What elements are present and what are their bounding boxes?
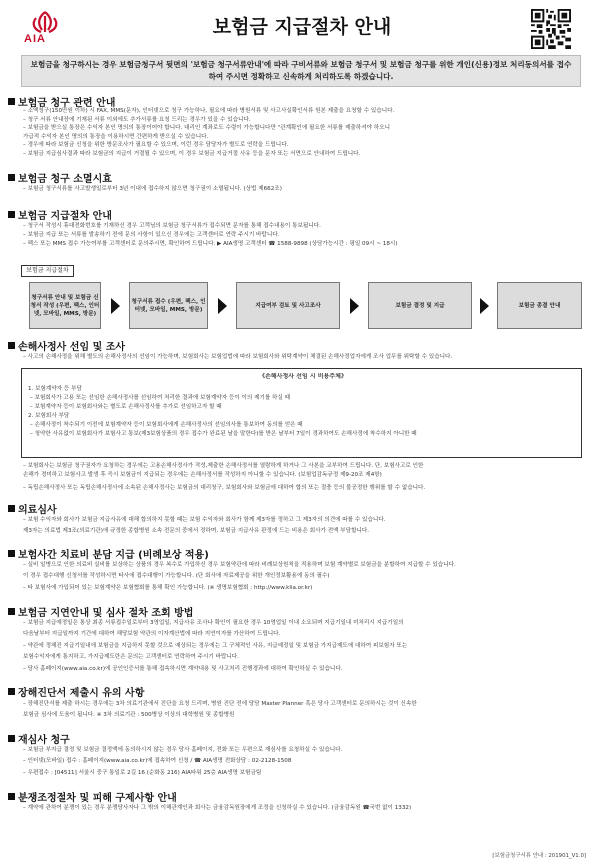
text-line: – 타 보험사에 가입되어 있는 보험계약은 보험협회를 통해 확인 가능합니다. (※ 생명보험협회 : http://www.klia.or.kr) <box>23 585 313 591</box>
text-line: – 보험 수익자와 회사가 보험금 지급사유에 대해 합의하지 못할 때는 보험 수익자와 회사가 함께 제3자를 정하고 그 제3자의 의견에 따를 수 있습니다. <box>23 517 386 523</box>
text-line: – 보험금 지급심사결과 따라 보험금의 지급이 거절될 수 있으며, 이 경우 보험금 지급거절 사유 등을 문자 또는 서면으로 안내하여 드립니다. <box>23 150 361 157</box>
text-line: – 계약에 관하여 분쟁이 있는 경우 분쟁당사자나 그 밖의 이해관계인과 회사는 금융감독원장에게 조정을 신청하실 수 있습니다. (금융감독원 ☎국번 없이 1332) <box>23 805 412 811</box>
text-line: – 우편접수 : [04511] 서울시 중구 통일로 2길 16 (순화동 216) AIA타워 25층 AIA생명 보험금팀 <box>23 770 262 776</box>
text-line: – 약관에 정해진 지급기일내에 보험금을 지급하지 못할 것으로 예상되는 경우에는 그 구체적인 사유, 지급예정일 및 보험금 가지급제도에 대하여 피보험자 또는 <box>23 643 408 649</box>
flow-step-5: 보험금 종결 안내 <box>497 282 582 329</box>
text-line: – 청구 서류 안내장에 기재된 서류 이외에도 추가서류를 요청 드리는 경우가 있을 수 있습니다. <box>23 116 251 123</box>
footer-version: [보험금청구서류 안내 : 201901_V1.0] <box>492 853 586 859</box>
text-line: 제3자는 의료법 제3조(의료기관)에 규정한 종합병원 소속 전문의 중에서 정하며, 보험금 지급사유 판정에 드는 비용은 회사가 전액 부담합니다. <box>23 528 370 534</box>
section-heading-disability: 장해진단서 제출시 유의 사항 <box>8 684 144 699</box>
box-line: – 보험계약자 등이 보험회사와는 별도로 손해사정사를 추가로 선임하고자 할 때 <box>30 404 222 410</box>
text-line: – 보험금 지급예정일은 통상 최종 서류접수일로부터 3영업일, 지급사유 조사나 확인이 필요한 경우 10영업일 이내 소요되며 지급기일내 미처리시 지급기일의 <box>23 620 404 626</box>
text-line: – 청구서 작성시 휴대전화번호를 기재하신 경우 고객님의 보험금 청구서류가 접수되면 문자를 통해 접수내용이 통보됩니다. <box>23 223 321 229</box>
section-heading-claim-guide: 보험금 청구 관련 안내 <box>8 94 115 109</box>
logo-text: AIA <box>24 33 46 45</box>
flow-arrow-icon <box>480 298 489 314</box>
section-heading-dispute: 분쟁조정절차 및 피해 구제사항 안내 <box>8 789 177 804</box>
section-heading-delay: 보험금 지연안내 및 심사 절차 조회 방법 <box>8 604 193 619</box>
text-line: – 보험금을 받으실 통장은 수익자 본인 명의의 통장이어야 합니다. 대리인 계좌로도 수령이 가능합니다만 "관계확인에 필요한 서류를 제출하셔야 하오니 <box>23 125 390 131</box>
flow-arrow-icon <box>111 298 120 314</box>
section-heading-rereview: 재심사 청구 <box>8 731 70 746</box>
text-line: – 소액청구(150만원 이하) 시 FAX, MMS(문자), 인터넷으로 청구 가능하나, 필요에 따라 병원서류 및 사고사실확인서류 원본 제출을 요청할 수 있습니다. <box>23 108 395 114</box>
text-line: – 보험금 청구서류를 사고발생일로부터 3년 이내에 접수하지 않으면 청구권이 소멸됩니다. (상법 제662조) <box>23 186 282 192</box>
text-line: 가급적 수익자 본인 명의의 통장을 이용하시면 간편하게 받으실 수 있습니다. <box>23 133 209 140</box>
flow-arrow-icon <box>350 298 359 314</box>
flow-step-2: 청구서류 접수 (우편, 팩스, 인터넷, 모바일, MMS, 방문) <box>129 282 208 329</box>
text-line: – 팩스 또는 MMS 접수 가능여부를 고객센터로 문의주시면, 확인하여 드립니다. ▶ AIA생명 고객센터 ☎ 1588-9898 (상담가능시간 : 평일 09시 ~ 18시) <box>23 241 398 247</box>
box-line: – 손해사정이 착수되기 이전에 보험계약자 등이 보험회사에게 손해사정사의 선임의사를 통보하여 동의를 얻은 때 <box>30 422 303 428</box>
box-line: 1. 보험계약자 등 부담 <box>28 386 82 392</box>
text-line: – 보험회사는 보험금 청구권자가 요청하는 경우에는 고용손해사정사가 작성,제출한 손해사정서를 열람하게 하거나 그 사본을 교부하여 드립니다. 단, 보험사고로 인한 <box>23 463 424 469</box>
box-title: 《손해사정사 선임 시 비용주체》 <box>259 373 347 380</box>
section-heading-statute: 보험금 청구 소멸시효 <box>8 170 112 185</box>
flow-arrow-icon <box>218 298 227 314</box>
text-line: 다음날부터 지급일까지 기간에 대하여 해당보험 약관의 이자계산법에 따라 지연이자를 가산하여 드립니다. <box>23 631 281 637</box>
text-line: – 사고의 손해사정을 위해 별도의 손해사정사의 선임이 가능하며, 보험회사는 보험업법에 따라 보험회사와 위탁계약이 체결된 손해사정업자에게 조사 업무를 위탁할 수 있습니다. <box>23 354 453 360</box>
text-line: – 보험금 부지급 결정 및 보험금 결정액에 동의하시지 않는 경우 당사 홈페이지, 전화 또는 우편으로 재심사를 요청하실 수 있습니다. <box>23 747 343 753</box>
text-line: – 보험금 지급 또는 서류를 발송하기 전에 문의 사항이 있으신 경우에는 고객센터로 연락 주시기 바랍니다. <box>23 232 280 238</box>
intro-banner: 보험금을 청구하시는 경우 보험금청구서 뒷면의 '보험금 청구서류안내'에 따라 구비서류와 보험금 청구서 및 보험금 청구를 위한 개인(신용)정보 처리동의서를 접수하여 주시면 정확하고 신속하게 처리하도록 하겠습니다. <box>21 55 581 87</box>
text-line: – 당사 홈페이지(www.aia.co.kr)에 공인인증서를 통해 접속하시면 계약내용 및 사고처리 진행경과에 대하여 확인하실 수 있습니다. <box>23 666 343 672</box>
text-line: 보험수익자에게 통지하고, 가지급제도란은 문의는 고객센터로 연락하여 주시기 바랍니다. <box>23 654 239 660</box>
box-line: – 보험회사가 고용 또는 선임한 손해사정사를 선임하여 처리한 결과에 보험계약자 등이 이의 제기를 하실 때 <box>30 395 291 401</box>
section-heading-medical-review: 의료심사 <box>8 501 57 516</box>
page-title: 보험금 지급절차 안내 <box>212 16 392 38</box>
flow-label: 보험금 지급절차 <box>21 265 74 277</box>
text-line: 손해가 경미하고 보험사고 발생 후 즉시 보험금이 지급되는 경우에는 손해사정서를 작성하지 아니할 수 있습니다. (보험업감독규정 제9-20조 제4항) <box>23 472 382 478</box>
flow-step-3: 지급여부 검토 및 사고조사 <box>236 282 340 329</box>
text-line: – 독립손해사정사 또는 독립손해사정사에 소속된 손해사정사는 보험금의 대리청구, 보험회사와 보험금에 대하여 합의 또는 절충 등의 불공정한 행위를 할 수 없습니다. <box>23 485 426 491</box>
box-line: – 청약한 사유없이 보험회사가 보험사고 통보(제3보험상품의 경우 접수가 완료된 날을 말한다)를 받은 날부터 7일이 경과하여도 손해사정에 착수하지 아니한 때 <box>30 431 417 437</box>
text-line: 이 경우 접수대행 신청서를 작성하시면 타사에 접수대행이 가능합니다. (단 회사에 자료제공을 위한 개인정보활용에 동의 필수) <box>23 573 330 579</box>
text-line: – 경우에 따라 보험금 신청을 위한 방문조사가 필요할 수 있으며, 이런 경우 담당자가 별도로 연락을 드립니다. <box>23 142 289 148</box>
section-heading-adjuster: 손해사정사 선임 및 조사 <box>8 338 125 353</box>
text-line: – 장해진단서를 제출 하시는 경우에는 3차 의료기관에서 진단을 요청 드리며, 병원 진단 전에 당담 Master Planner 혹은 당사 고객센터로 문의하시는 것이 신속한 <box>23 701 417 707</box>
section-heading-proportional: 보험사간 치료비 분담 지급 (비례보상 적용) <box>8 546 209 561</box>
section-heading-payment-procedure: 보험금 지급절차 안내 <box>8 207 112 222</box>
text-line: 보험금 심사에 도움이 됩니다. ※ 3차 의료기관 : 500병상 이상의 대학병원 및 종합병원 <box>23 712 235 718</box>
box-line: 2. 보험회사 부담 <box>28 413 70 419</box>
text-line: – 인터넷(모바일) 접수 : 홈페이지(www.aia.co.kr)에 접속하여 신청 / ☎ AIA생명 전화상담 : 02-2128-1508 <box>23 758 292 764</box>
flow-step-1: 청구서류 안내 및 보험금 신청서 작성 (우편, 팩스, 인터넷, 모바일, MMS, 방문) <box>29 282 101 329</box>
text-line: – 실비 일병으로 인한 의료비 실비를 보상하는 상품의 경우 복수로 가입하신 경우 보험약관에 따라 비례보상원칙을 적용하며 보험 계약별로 보험금을 분할하여 지급할 수 있습니다. <box>23 562 456 568</box>
flow-step-4: 보험금 결정 및 지급 <box>368 282 472 329</box>
